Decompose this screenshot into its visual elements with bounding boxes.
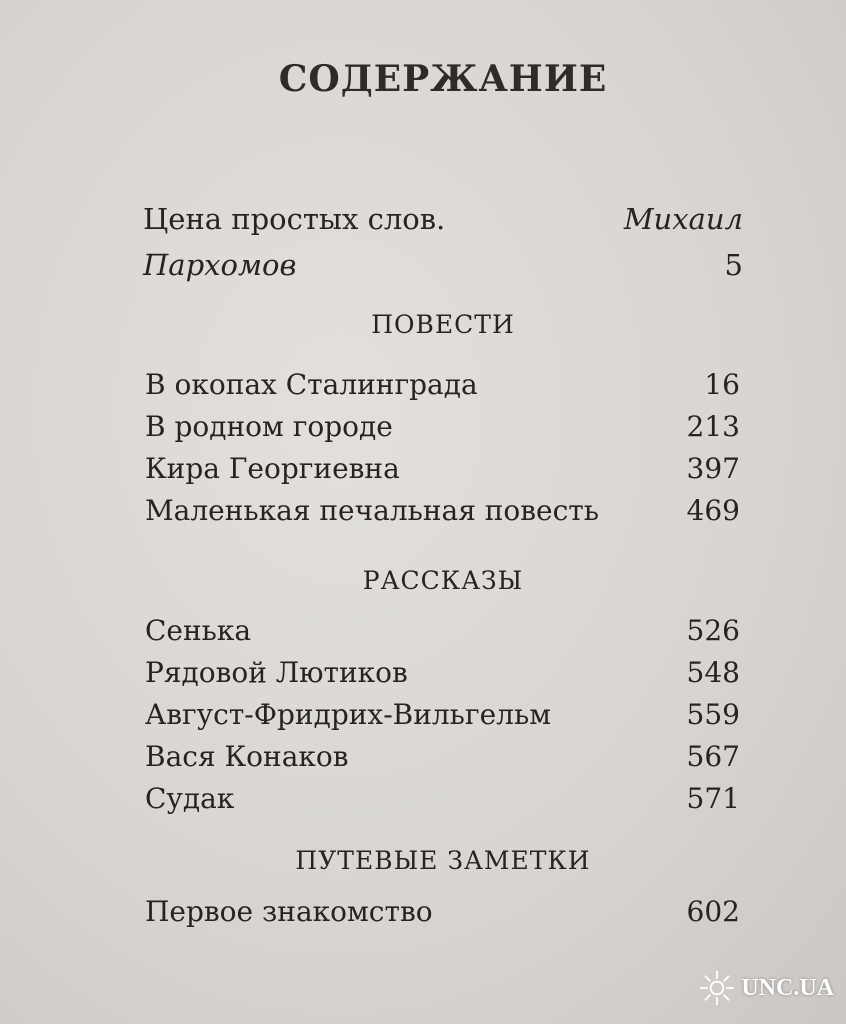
entry-title: Рядовой Лютиков: [145, 656, 408, 689]
toc-entry: [145, 740, 740, 782]
entry-title: Первое знакомство: [145, 895, 433, 928]
entry-page: 602: [686, 895, 740, 928]
toc-entry: [145, 656, 740, 698]
entries-rasskazy: [145, 614, 740, 824]
entries-povesti: [145, 368, 740, 536]
entry-page: 526: [686, 614, 740, 647]
entry-page: 397: [686, 452, 740, 485]
entry-page: 571: [686, 782, 740, 815]
watermark-text: UNC.UA: [741, 974, 834, 1001]
toc-entry: [145, 368, 740, 410]
toc-entry: [145, 494, 740, 536]
entry-page: 548: [686, 656, 740, 689]
toc-entry: [145, 410, 740, 452]
entry-title: Август-Фридрих-Вильгельм: [145, 698, 551, 731]
toc-entry: [145, 782, 740, 824]
toc-entry: [145, 698, 740, 740]
entry-page: 469: [686, 494, 740, 527]
intro-title-part: Цена простых слов.: [143, 202, 446, 236]
intro-entry: [143, 196, 743, 288]
toc-entry: [145, 452, 740, 494]
entry-page: 16: [704, 368, 740, 401]
toc-entry: [145, 895, 740, 937]
intro-page-number: 5: [724, 248, 743, 282]
entry-title: Кира Георгиевна: [145, 452, 400, 485]
entry-page: 559: [686, 698, 740, 731]
entry-title: В окопах Сталинграда: [145, 368, 478, 401]
intro-author-last: Пархомов: [143, 248, 297, 282]
entry-title: Вася Конаков: [145, 740, 349, 773]
entry-title: Сенька: [145, 614, 252, 647]
section-heading-povesti: ПОВЕСТИ: [371, 310, 515, 339]
intro-author-first: Михаил: [623, 202, 743, 236]
entry-page: 213: [686, 410, 740, 443]
toc-entry: [145, 614, 740, 656]
entry-title: Судак: [145, 782, 235, 815]
sun-icon: [699, 970, 735, 1006]
section-heading-zametki: ПУТЕВЫЕ ЗАМЕТКИ: [295, 846, 591, 875]
entries-zametki: [145, 895, 740, 937]
entry-page: 567: [686, 740, 740, 773]
section-heading-rasskazy: РАССКАЗЫ: [362, 566, 524, 595]
entry-title: Маленькая печальная повесть: [145, 494, 600, 527]
page-title: СОДЕРЖАНИЕ: [278, 58, 608, 100]
entry-title: В родном городе: [145, 410, 393, 443]
watermark: [699, 970, 834, 1006]
